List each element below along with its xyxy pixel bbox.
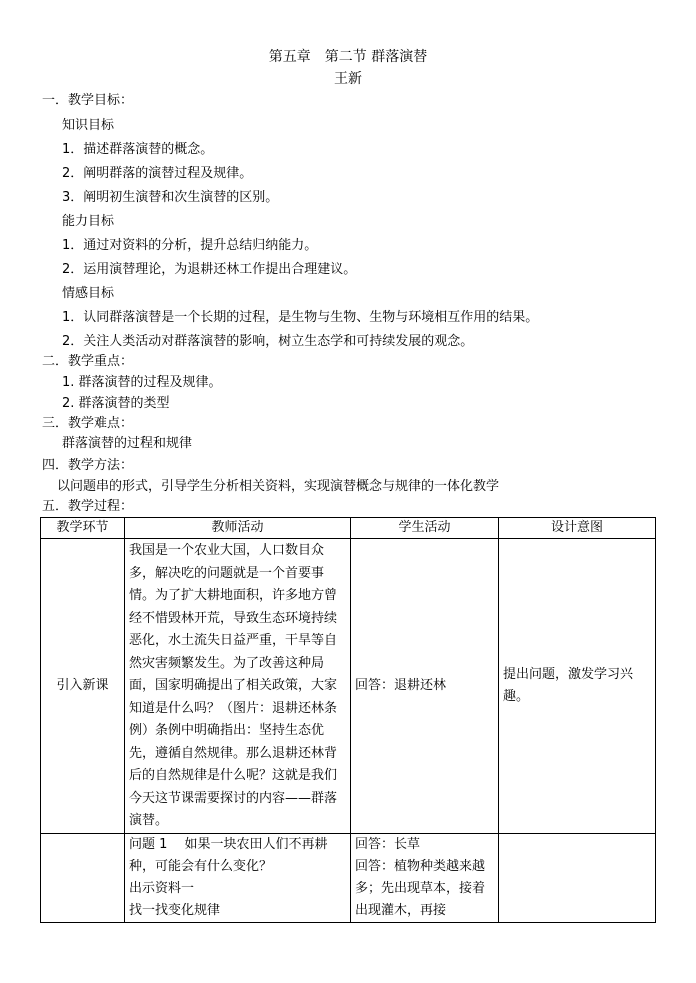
- column-header: 教师活动: [125, 518, 351, 539]
- method-text: 以问题串的形式，引导学生分析相关资料，实现演替概念与规律的一体化教学: [57, 479, 500, 494]
- emotion-heading: 情感目标: [62, 286, 115, 301]
- author-name: 王新: [334, 71, 362, 87]
- teacher-task: 找一找变化规律: [129, 902, 221, 918]
- student-activity-cell: 回答：退耕还林: [351, 539, 499, 834]
- table-row: [41, 539, 656, 834]
- table-header-row: [41, 518, 656, 539]
- difficulty-text: 群落演替的过程和规律: [62, 436, 193, 451]
- student-answer: 回答：植物种类越来越多；先出现草本，接着出现灌木，再接: [355, 858, 486, 918]
- column-header: 设计意图: [499, 518, 656, 539]
- knowledge-item: 1．描述群落演替的概念。: [62, 142, 214, 157]
- emotion-item: 2．关注人类活动对群落演替的影响，树立生态学和可持续发展的观念。: [62, 334, 474, 349]
- design-intent-cell: 提出问题，激发学习兴趣。: [499, 539, 656, 834]
- goals-heading: 一．教学目标：: [42, 93, 134, 108]
- teacher-material: 出示资料一: [129, 880, 195, 896]
- column-header: 学生活动: [351, 518, 499, 539]
- difficulty-heading: 三．教学难点：: [42, 416, 134, 431]
- teacher-activity-cell: [125, 833, 351, 922]
- method-heading: 四．教学方法：: [42, 458, 134, 473]
- key-heading: 二．教学重点：: [42, 354, 134, 369]
- knowledge-item: 2．阐明群落的演替过程及规律。: [62, 166, 253, 181]
- knowledge-item: 3．阐明初生演替和次生演替的区别。: [62, 190, 279, 205]
- ability-heading: 能力目标: [62, 214, 115, 229]
- process-heading: 五．教学过程：: [42, 499, 134, 514]
- document-title: 第五章 第二节 群落演替: [268, 49, 428, 65]
- teacher-question: 问题 1 如果一块农田人们不再耕种，可能会有什么变化？: [129, 836, 328, 874]
- emotion-item: 1．认同群落演替是一个长期的过程，是生物与生物、生物与环境相互作用的结果。: [62, 310, 539, 325]
- key-item: 1. 群落演替的过程及规律。: [62, 375, 222, 390]
- ability-item: 2．运用演替理论，为退耕还林工作提出合理建议。: [62, 262, 357, 277]
- column-header: 教学环节: [41, 518, 125, 539]
- stage-cell: 引入新课: [41, 539, 125, 834]
- teaching-process-table: [40, 517, 656, 923]
- ability-item: 1．通过对资料的分析，提升总结归纳能力。: [62, 238, 318, 253]
- student-activity-cell: [351, 833, 499, 922]
- stage-cell: [41, 833, 125, 922]
- student-answer: 回答：长草: [355, 836, 421, 852]
- table-row: [41, 833, 656, 922]
- key-item: 2. 群落演替的类型: [62, 396, 170, 411]
- teacher-activity-cell: 我国是一个农业大国，人口数目众多，解决吃的问题就是一个首要事情。为了扩大耕地面积，许多地方曾经不惜毁林开荒，导致生态环境持续恶化，水土流失日益严重，干旱等自然灾害频繁发生。为了改善这种局面，国家明确提出了相关政策，大家知道是什么吗？（图片：退耕还林条例）条例中明确指出：坚持生态优先，遵循自然规律。那么退耕还林背后的自然规律是什么呢？这就是我们今天这节课需要探讨的内容——群落演替。: [125, 539, 351, 834]
- knowledge-heading: 知识目标: [62, 118, 115, 133]
- design-intent-cell: [499, 833, 656, 922]
